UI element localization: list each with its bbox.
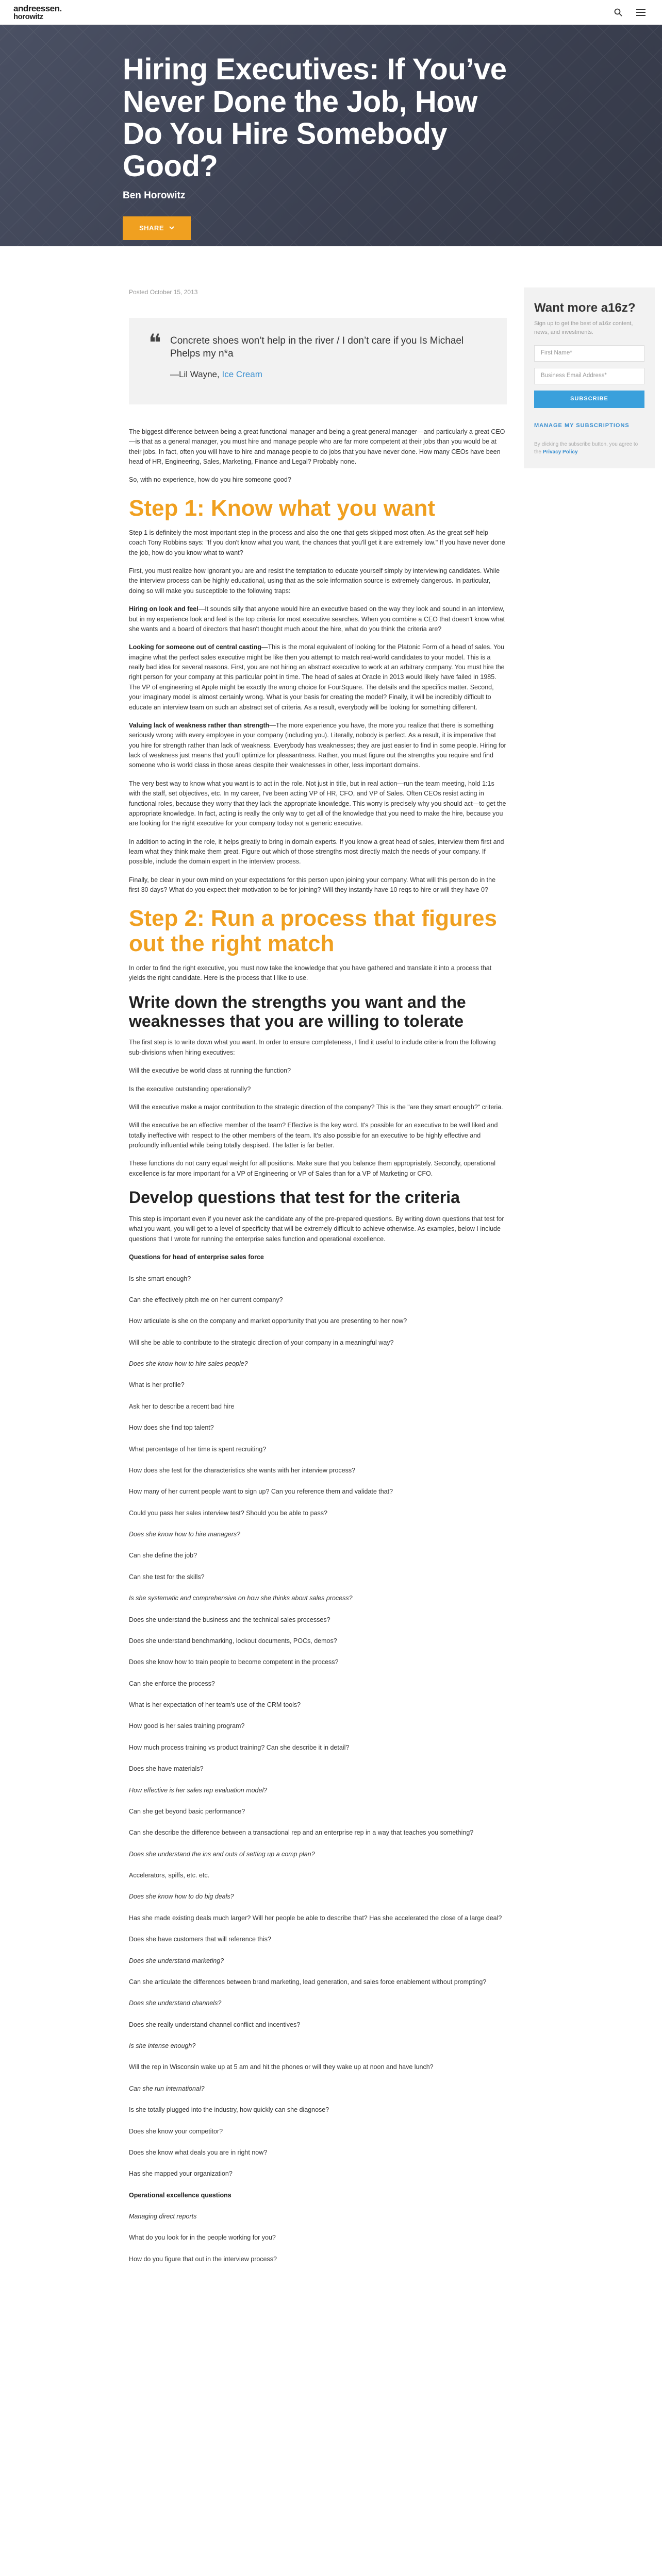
question-item: Does she have materials? — [129, 1765, 204, 1773]
question-item: How good is her sales training program? — [129, 1722, 245, 1730]
paragraph: So, with no experience, how do you hire someone good? — [129, 476, 291, 484]
question-item: Does she understand the business and the technical sales processes? — [129, 1616, 330, 1623]
question-item: Can she run international? — [129, 2084, 205, 2092]
question-item: Will the rep in Wisconsin wake up at 5 am and hit the phones or will they wake up at noon and have lunch? — [129, 2063, 434, 2071]
question-item: Does she know what deals you are in right now? — [129, 2148, 268, 2156]
chevron-down-icon — [169, 226, 174, 230]
question-item: Does she know your competitor? — [129, 2127, 223, 2135]
question-item: Does she know how to hire managers? — [129, 1531, 241, 1538]
quote-cite — [170, 369, 486, 381]
question-item: How does she test for the characteristics she wants with her interview process? — [129, 1466, 356, 1474]
question-item: Does she understand benchmarking, lockout documents, POCs, demos? — [129, 1637, 337, 1645]
content-area — [0, 246, 662, 2576]
signup-subtitle: Sign up to get the best of a16z content, news, and investments. — [534, 320, 633, 335]
hero-banner — [0, 25, 662, 246]
question-item: Has she mapped your organization? — [129, 2170, 233, 2178]
question-item: How much process training vs product training? Can she describe it in detail? — [129, 1743, 350, 1751]
paragraph: This step is important even if you never ask the candidate any of the pre-prepared questions. By writing down questions that test for what you want, you will get to a level of specificity that will be extremely difficult to achieve otherwise. As examples, below I include questions that I wrote for running the enterprise sales function and operational excellence. — [129, 1215, 504, 1243]
question-item: What is her expectation of her team's use of the CRM tools? — [129, 1701, 301, 1708]
privacy-policy-link[interactable]: Privacy Policy — [542, 449, 578, 455]
question-item: How articulate is she on the company and market opportunity that you are presenting to her now? — [129, 1317, 407, 1325]
question-item: Can she describe the difference between a transactional rep and an enterprise rep in a way that teaches you something? — [129, 1829, 474, 1837]
disclaimer-text: By clicking the subscribe button, you agree to the — [534, 441, 638, 455]
paragraph: The first step is to write down what you want. In order to ensure completeness, I find it useful to include criteria from the following sub-divisions when hiring executives: — [129, 1039, 496, 1056]
question-item: Could you pass her sales interview test? Should you be able to pass? — [129, 1509, 327, 1517]
first-name-field[interactable]: First Name* — [534, 345, 644, 362]
manage-subscriptions-link[interactable]: MANAGE MY SUBSCRIPTIONS — [534, 422, 630, 429]
question-item: Does she know how to train people to become competent in the process? — [129, 1658, 339, 1666]
paragraph: These functions do not carry equal weight for all positions. Make sure that you balance them appropriately. Secondly, operational excellence is far more important for a VP of Engineering or VP of Sales than for a VP of Marketing or CFO. — [129, 1160, 496, 1177]
site-logo[interactable] — [13, 4, 62, 21]
paragraph: In addition to acting in the role, it helps greatly to bring in domain experts. If you know a great head of sales, interview them first and learn what they think make them great. Figure out which of those strengths most directly match the needs of your company. If possible, include the domain expert in the interview process. — [129, 838, 504, 866]
quote-cite-link[interactable]: Ice Cream — [222, 369, 262, 379]
question-item: Can she articulate the differences between brand marketing, lead generation, and sales force enablement without prompting? — [129, 1978, 487, 1986]
subsection-heading: Develop questions that test for the criteria — [129, 1188, 460, 1207]
top-icons — [613, 7, 647, 18]
posted-date: Posted October 15, 2013 — [129, 289, 198, 296]
question-item: Accelerators, spiffs, etc. etc. — [129, 1872, 210, 1879]
question-item: Managing direct reports — [129, 2213, 197, 2220]
question-item: Is she intense enough? — [129, 2042, 196, 2049]
share-button[interactable] — [123, 216, 191, 240]
trap-lead: Hiring on look and feel — [129, 605, 198, 613]
trap-text: —The more experience you have, the more you realize that there is something seriously wrong with every employee in your company (including you). Literally, nobody is perfect. As a result, it is imperative that you hire for strength rather than lack of weakness. Everybody has weaknesses; they are just easier to find in some people. Hiring for lack of weakness just means that you'll optimize for pleasantness. Rather, you must figure out the strengths you require and find someone who is world class in those areas despite their weaknesses in other, less important domains. — [129, 721, 506, 769]
logo-line-2: horowitz — [13, 12, 43, 21]
email-field[interactable]: Business Email Address* — [534, 368, 644, 384]
question-item: Can she test for the skills? — [129, 1573, 205, 1581]
question-item: How does she find top talent? — [129, 1424, 214, 1432]
hamburger-menu-icon[interactable] — [635, 7, 647, 18]
paragraph: Step 1 is definitely the most important step in the process and also the one that gets skipped most often. As the great self-help coach Tony Robbins says: "If you don't know what you want, the chances that you'll get it are extremely low." If you have never done the job, how do you know what to want? — [129, 529, 505, 556]
question-item: Is she systematic and comprehensive on how she thinks about sales process? — [129, 1595, 353, 1602]
article-body — [129, 287, 507, 2276]
search-icon[interactable] — [613, 7, 624, 18]
question-item: How do you figure that out in the interview process? — [129, 2255, 277, 2263]
question-item: What is her profile? — [129, 1381, 185, 1389]
trap-paragraph — [129, 604, 507, 634]
question-item: Will she be able to contribute to the strategic direction of your company in a meaningful way? — [129, 1338, 394, 1346]
paragraph: Will the executive make a major contribution to the strategic direction of the company? This is the "are they smart enough?" criteria. — [129, 1103, 503, 1111]
question-item: Does she understand marketing? — [129, 1957, 224, 1964]
paragraph: Finally, be clear in your own mind on your expectations for this person upon joining your company. What will this person do in the first 30 days? What do you expect their motivation to be for joining? Will they instantly have 10 reqs to hire or will they have 0? — [129, 876, 496, 894]
quote-mark-icon: ❝ — [148, 329, 161, 356]
question-item: Is she smart enough? — [129, 1275, 191, 1282]
share-label: SHARE — [139, 224, 164, 232]
trap-paragraph — [129, 721, 507, 771]
question-item: What percentage of her time is spent recruiting? — [129, 1445, 267, 1453]
question-item: Does she know how to hire sales people? — [129, 1360, 248, 1367]
question-item: Can she define the job? — [129, 1552, 197, 1560]
question-item: What do you look for in the people working for you? — [129, 2234, 276, 2242]
paragraph: First, you must realize how ignorant you are and resist the temptation to educate yourself simply by interviewing candidates. While the interview process can be highly educational, using that as the sole information source is extremely dangerous. In particular, doing so will make you susceptible to the following traps: — [129, 567, 500, 595]
questions-heading: Operational excellence questions — [129, 2191, 231, 2199]
quote-cite-prefix: —Lil Wayne, — [170, 369, 222, 379]
logo-line-1: andreessen. — [13, 3, 62, 13]
question-item: Does she know how to do big deals? — [129, 1893, 234, 1901]
questions-list — [129, 2212, 507, 2264]
subsection-heading: Write down the strengths you want and the weaknesses that you are willing to tolerate — [129, 992, 466, 1030]
question-item: Has she made existing deals much larger? Will her people be able to describe that? Has she accelerated the close of a large deal? — [129, 1914, 502, 1922]
question-item: Does she understand the ins and outs of setting up a comp plan? — [129, 1850, 315, 1858]
paragraph: In order to find the right executive, you must now take the knowledge that you have gathered and translate it into a process that yields the right candidate. Here is the process that I like to use. — [129, 964, 492, 982]
questions-list — [129, 1274, 507, 2179]
pull-quote — [129, 318, 507, 404]
signup-title: Want more a16z? — [534, 301, 636, 315]
question-item: How effective is her sales rep evaluation model? — [129, 1786, 268, 1794]
trap-lead: Valuing lack of weakness rather than strength — [129, 721, 270, 729]
section-heading: Step 2: Run a process that figures out the right match — [129, 905, 497, 956]
question-item: Can she enforce the process? — [129, 1680, 215, 1687]
question-item: How many of her current people want to sign up? Can you reference them and validate that? — [129, 1488, 393, 1496]
paragraph: The biggest difference between being a great functional manager and being a great general manager—and particularly a great CEO—is that as a general manager, you must hire and manage people who are far more competent at their jobs than you would be at their jobs. In fact, often you will have to hire and manage people to do jobs that you have never done. How many CEOs have been head of HR, Engineering, Sales, Marketing, Finance and Legal? Probably none. — [129, 428, 505, 465]
newsletter-signup — [524, 287, 655, 468]
signup-disclaimer — [534, 440, 644, 456]
paragraph: Will the executive be world class at running the function? — [129, 1067, 291, 1075]
trap-text: —This is the moral equivalent of looking for the Platonic Form of a head of sales. You imagine what the perfect sales executive might be like then you attempt to match real-world candidates to your model. This is a really bad idea for several reasons. First, you are not hiring an abstract executive to work at an arbitrary company. You must hire the right person for your company at this particular point in time. The head of sales at Oracle in 2013 would likely have failed in 1985. The VP of engineering at Apple might be exactly the wrong choice for FourSquare. The details and the specifics matter. Second, your imaginary model is almost certainly wrong. What is your basis for creating the model? Finally, it will be incredibly difficult to educate an interview team on such an abstract set of criteria. As a result, everybody will be looking for something different. — [129, 643, 505, 711]
question-item: Can she effectively pitch me on her current company? — [129, 1296, 283, 1303]
quote-text: Concrete shoes won’t help in the river / I don’t care if you Is Michael Phelps my n*a — [170, 335, 464, 360]
trap-paragraph — [129, 642, 507, 713]
question-item: Ask her to describe a recent bad hire — [129, 1402, 235, 1410]
paragraph: The very best way to know what you want is to act in the role. Not just in title, but in real action—run the team meeting, hold 1:1s with the staff, set objectives, etc. In my career, I've been acting VP of HR, CFO, and VP of Sales. Often CEOs resist acting in functional roles, because they worry that they lack the appropriate knowledge. This worry is precisely why you should act—to get the appropriate knowledge. In fact, acting is really the only way to get all of the knowledge that you need to make the hire, because you are looking for the right executive for your company today not a generic executive. — [129, 779, 506, 827]
question-item: Can she get beyond basic performance? — [129, 1807, 245, 1815]
questions-heading: Questions for head of enterprise sales force — [129, 1253, 264, 1261]
paragraph: Will the executive be an effective member of the team? Effective is the key word. It's possible for an executive to be well liked and totally ineffective with respect to the other members of the team. It's also possible for an executive to be highly effective and profoundly influential while being totally despised. The latter is far better. — [129, 1122, 498, 1149]
question-item: Does she have customers that will reference this? — [129, 1936, 271, 1943]
subscribe-button[interactable]: SUBSCRIBE — [534, 391, 644, 408]
article-title: Hiring Executives: If You’ve Never Done the Job, How Do You Hire Somebody Good? — [123, 53, 507, 183]
top-navigation — [0, 0, 662, 25]
trap-text: —It sounds silly that anyone would hire an executive based on the way they look and sound in an interview, but in my experience look and feel is the top criteria for most executive searches. When you combine a CEO that doesn't know what she wants and a board of directors that hasn't thought much about the hire, what do you think the criteria are? — [129, 605, 505, 633]
paragraph: Is the executive outstanding operationally? — [129, 1085, 251, 1093]
trap-lead: Looking for someone out of central casting — [129, 643, 261, 651]
article-author[interactable]: Ben Horowitz — [123, 190, 186, 201]
section-heading: Step 1: Know what you want — [129, 495, 436, 521]
question-item: Does she understand channels? — [129, 1999, 222, 2007]
question-item: Does she really understand channel conflict and incentives? — [129, 2021, 301, 2028]
question-item: Is she totally plugged into the industry, how quickly can she diagnose? — [129, 2106, 329, 2114]
